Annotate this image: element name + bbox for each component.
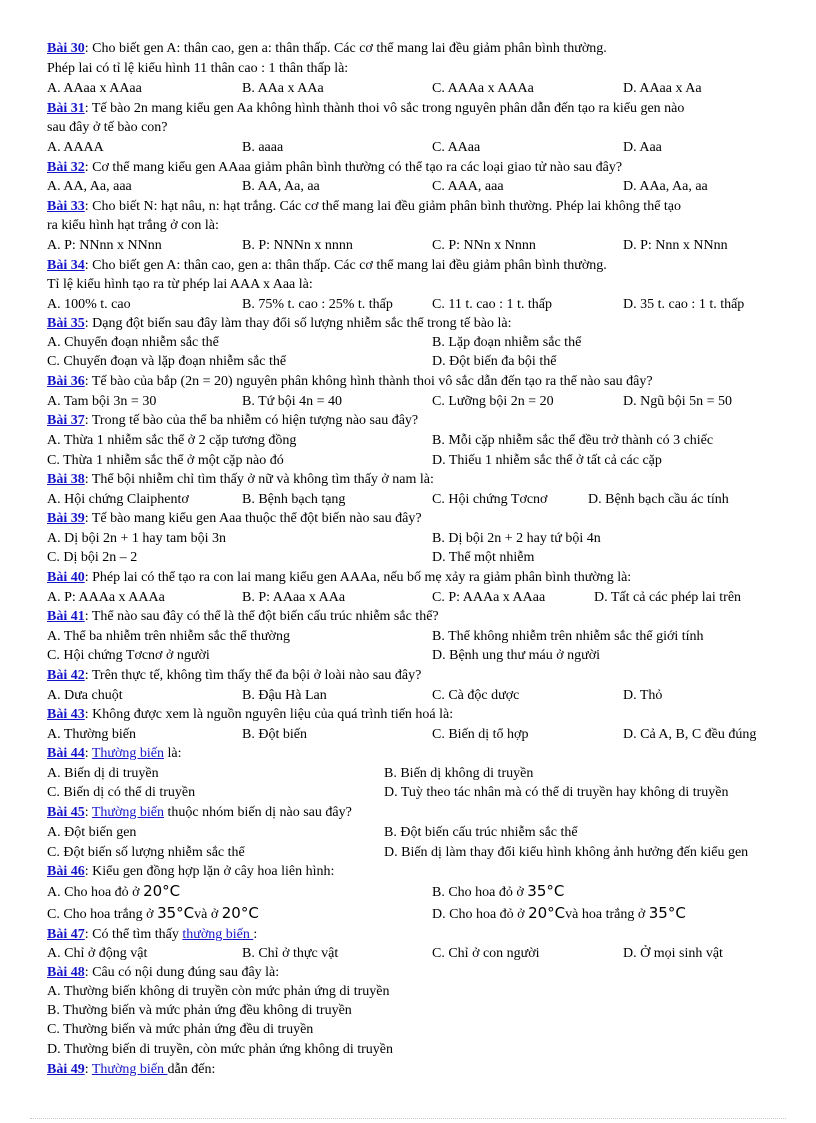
option-b: B. 75% t. cao : 25% t. thấp <box>242 297 393 312</box>
question-label[interactable]: Bài 38 <box>47 472 85 487</box>
option-b: B. Mỗi cặp nhiễm sắc thể đều trở thành có 3 chiếc <box>432 433 714 448</box>
option-b: B. P: NNNn x nnnn <box>242 238 353 253</box>
option-c: C. AAaa <box>432 140 481 155</box>
option-c: C. Cà độc dược <box>432 688 520 703</box>
option-c: C. AAA, aaa <box>432 179 504 194</box>
option-a: A. Biến dị di truyền <box>47 766 159 781</box>
question-31-stem-cont: sau đây ở tế bào con? <box>47 120 168 135</box>
question-label[interactable]: Bài 34 <box>47 258 85 273</box>
question-label[interactable]: Bài 30 <box>47 41 85 56</box>
option-c: C. Thừa 1 nhiễm sắc thể ở một cặp nào đó <box>47 453 284 468</box>
question-49-heading: Bài 49: Thường biến dẫn đến: <box>47 1062 216 1077</box>
question-label[interactable]: Bài 36 <box>47 374 85 389</box>
option-b: B. Cho hoa đỏ ở 35°C <box>432 882 565 900</box>
option-a: A. Tam bội 3n = 30 <box>47 394 157 409</box>
option-b: B. Dị bội 2n + 2 hay tứ bội 4n <box>432 531 601 546</box>
option-a: A. AA, Aa, aaa <box>47 179 132 194</box>
question-36-heading: Bài 36: Tế bào của bắp (2n = 20) nguyên phân không hình thành thoi vô sắc dẫn đến tạo ra thể nào sau đây? <box>47 374 653 389</box>
option-d: D. Biến dị làm thay đổi kiểu hình không ảnh hưởng đến kiểu gen <box>384 845 749 860</box>
question-33-stem-cont: ra kiểu hình hạt trắng ở con là: <box>47 218 219 233</box>
question-43-heading: Bài 43: Không được xem là nguồn nguyên liệu của quá trình tiến hoá là: <box>47 707 454 722</box>
temperature-value: 35°C <box>648 904 686 922</box>
option-a: A. Thường biến <box>47 727 137 742</box>
option-d: D. Thể một nhiễm <box>432 550 535 565</box>
question-31-heading: Bài 31: Tế bào 2n mang kiểu gen Aa không hình thành thoi vô sắc trong nguyên phân dẫn đến tạo ra kiểu gen nào <box>47 101 685 116</box>
option-d: D. Thỏ <box>623 688 663 703</box>
option-b: B. Thể không nhiễm trên nhiễm sắc thể giới tính <box>432 629 704 644</box>
question-label[interactable]: Bài 44 <box>47 746 85 761</box>
option-d: D. Aaa <box>623 140 662 155</box>
option-b: B. aaaa <box>242 140 284 155</box>
question-46-heading: Bài 46: Kiểu gen đồng hợp lặn ở cây hoa liên hình: <box>47 864 335 879</box>
option-d: D. Thường biến di truyền, còn mức phản ứng không di truyền <box>47 1042 394 1057</box>
option-c: C. Lưỡng bội 2n = 20 <box>432 394 554 409</box>
question-47-heading: Bài 47: Có thể tìm thấy thường biến : <box>47 927 258 942</box>
term-link[interactable]: Thường biến <box>91 746 165 761</box>
question-38-heading: Bài 38: Thể bội nhiễm chỉ tìm thấy ở nữ và không tìm thấy ở nam là: <box>47 472 434 487</box>
option-b: B. Lặp đoạn nhiễm sắc thể <box>432 335 582 350</box>
option-d: D. Bệnh bạch cầu ác tính <box>588 492 729 507</box>
question-46-options-row1 <box>47 882 787 904</box>
question-41-heading: Bài 41: Thể nào sau đây có thể là thể đột biến cấu trúc nhiễm sắc thể? <box>47 609 439 624</box>
option-d: D. Cả A, B, C đều đúng <box>623 727 757 742</box>
option-a: A. Cho hoa đỏ ở 20°C <box>47 882 181 900</box>
option-a: A. 100% t. cao <box>47 297 131 312</box>
option-d: D. Ngũ bội 5n = 50 <box>623 394 733 409</box>
option-c: C. Biến dị có thể di truyền <box>47 785 196 800</box>
question-label[interactable]: Bài 41 <box>47 609 85 624</box>
option-a: A. Hội chứng Claiphentơ <box>47 492 189 507</box>
option-a: A. Dị bội 2n + 1 hay tam bội 3n <box>47 531 226 546</box>
option-c: C. Chuyển đoạn và lặp đoạn nhiễm sắc thể <box>47 354 287 369</box>
option-b: B. Đậu Hà Lan <box>242 688 327 703</box>
temperature-value: 20°C <box>221 904 259 922</box>
option-b: B. AAa x AAa <box>242 81 324 96</box>
option-c: C. Hội chứng Tơcnơ <box>432 492 548 507</box>
option-d: D. Bệnh ung thư máu ở người <box>432 648 601 663</box>
question-30-heading: Bài 30: Cho biết gen A: thân cao, gen a: thân thấp. Các cơ thể mang lai đều giảm phân bình thường. <box>47 41 607 56</box>
question-46-options-row2 <box>47 904 787 926</box>
question-label[interactable]: Bài 47 <box>47 927 85 942</box>
option-b: B. P: AAaa x AAa <box>242 590 346 605</box>
temperature-value: 20°C <box>528 904 566 922</box>
option-a: A. Chỉ ở động vật <box>47 946 148 961</box>
question-39-heading: Bài 39: Tế bào mang kiểu gen Aaa thuộc thể đột biến nào sau đây? <box>47 511 422 526</box>
option-c: C. Biến dị tổ hợp <box>432 727 529 742</box>
question-35-heading: Bài 35: Dạng đột biến sau đây làm thay đổi số lượng nhiễm sắc thể trong tế bào là: <box>47 316 512 331</box>
option-c: C. P: NNn x Nnnn <box>432 238 536 253</box>
question-30-stem-cont: Phép lai có tỉ lệ kiểu hình 11 thân cao : 1 thân thấp là: <box>47 61 349 76</box>
question-label[interactable]: Bài 42 <box>47 668 85 683</box>
question-label[interactable]: Bài 32 <box>47 160 85 175</box>
term-link[interactable]: Thường biến <box>91 1062 168 1077</box>
question-label[interactable]: Bài 45 <box>47 805 85 820</box>
term-link[interactable]: thường biến <box>182 927 254 942</box>
option-d: D. P: Nnn x NNnn <box>623 238 728 253</box>
term-link[interactable]: Thường biến <box>91 805 165 820</box>
question-34-stem-cont: Tỉ lệ kiểu hình tạo ra từ phép lai AAA x Aaa là: <box>47 277 313 292</box>
question-33-heading: Bài 33: Cho biết N: hạt nâu, n: hạt trắng. Các cơ thể mang lai đều giảm phân bình thường. Phép lai không thể tạo <box>47 199 682 214</box>
page-bottom-divider <box>30 1118 786 1119</box>
option-b: B. Tứ bội 4n = 40 <box>242 394 343 409</box>
question-label[interactable]: Bài 35 <box>47 316 85 331</box>
temperature-value: 35°C <box>527 882 565 900</box>
option-c: C. Hội chứng Tơcnơ ở người <box>47 648 210 663</box>
question-45-heading: Bài 45: Thường biến thuộc nhóm biến dị nào sau đây? <box>47 805 352 820</box>
option-a: A. Chuyển đoạn nhiễm sắc thể <box>47 335 219 350</box>
option-d: D. Thiếu 1 nhiễm sắc thể ở tất cả các cặp <box>432 453 662 468</box>
option-c: C. Đột biến số lượng nhiễm sắc thể <box>47 845 245 860</box>
question-label[interactable]: Bài 46 <box>47 864 85 879</box>
option-c: C. P: AAAa x AAaa <box>432 590 546 605</box>
option-c: C. 11 t. cao : 1 t. thấp <box>432 297 553 312</box>
question-48-heading: Bài 48: Câu có nội dung đúng sau đây là: <box>47 965 280 980</box>
option-c: C. Thường biến và mức phản ứng đều di truyền <box>47 1022 314 1037</box>
option-b: B. Thường biến và mức phản ứng đều không di truyền <box>47 1003 352 1018</box>
question-label[interactable]: Bài 39 <box>47 511 85 526</box>
option-b: B. AA, Aa, aa <box>242 179 320 194</box>
temperature-value: 35°C <box>157 904 195 922</box>
option-d: D. Cho hoa đỏ ở 20°Cvà hoa trắng ở 35°C <box>432 904 686 922</box>
option-b: B. Bệnh bạch tạng <box>242 492 346 507</box>
question-label[interactable]: Bài 31 <box>47 101 85 116</box>
question-44-heading: Bài 44: Thường biến là: <box>47 746 182 761</box>
question-label[interactable]: Bài 49 <box>47 1062 85 1077</box>
option-a: A. AAAA <box>47 140 104 155</box>
option-a: A. P: AAAa x AAAa <box>47 590 165 605</box>
option-d: D. 35 t. cao : 1 t. thấp <box>623 297 745 312</box>
option-a: A. P: NNnn x NNnn <box>47 238 162 253</box>
temperature-value: 20°C <box>143 882 181 900</box>
question-label[interactable]: Bài 40 <box>47 570 85 585</box>
option-a: A. Dưa chuột <box>47 688 123 703</box>
question-37-heading: Bài 37: Trong tế bào của thể ba nhiễm có hiện tượng nào sau đây? <box>47 413 419 428</box>
question-label[interactable]: Bài 48 <box>47 965 85 980</box>
option-b: B. Biến dị không di truyền <box>384 766 534 781</box>
question-label[interactable]: Bài 37 <box>47 413 85 428</box>
option-a: A. AAaa x AAaa <box>47 81 142 96</box>
option-b: B. Chỉ ở thực vật <box>242 946 339 961</box>
option-d: D. Tuỳ theo tác nhân mà có thể di truyền hay không di truyền <box>384 785 729 800</box>
question-label[interactable]: Bài 33 <box>47 199 85 214</box>
question-40-heading: Bài 40: Phép lai có thể tạo ra con lai mang kiểu gen AAAa, nếu bố mẹ xảy ra giảm phân bình thường là: <box>47 570 632 585</box>
option-b: B. Đột biến cấu trúc nhiễm sắc thể <box>384 825 578 840</box>
option-c: C. Chỉ ở con người <box>432 946 540 961</box>
option-d: D. Ở mọi sinh vật <box>623 946 723 961</box>
question-32-heading: Bài 32: Cơ thể mang kiểu gen AAaa giảm phân bình thường có thể tạo ra các loại giao tử nào sau đây? <box>47 160 623 175</box>
question-42-heading: Bài 42: Trên thực tế, không tìm thấy thể đa bội ở loài nào sau đây? <box>47 668 422 683</box>
option-a: A. Thường biến không di truyền còn mức phản ứng di truyền <box>47 984 390 999</box>
option-d: D. AAa, Aa, aa <box>623 179 708 194</box>
option-d: D. Đột biến đa bội thể <box>432 354 557 369</box>
option-a: A. Thể ba nhiễm trên nhiễm sắc thể thường <box>47 629 290 644</box>
option-c: C. AAAa x AAAa <box>432 81 534 96</box>
question-34-heading: Bài 34: Cho biết gen A: thân cao, gen a: thân thấp. Các cơ thể mang lai đều giảm phân bình thường. <box>47 258 607 273</box>
option-a: A. Thừa 1 nhiễm sắc thể ở 2 cặp tương đồng <box>47 433 297 448</box>
option-a: A. Đột biến gen <box>47 825 137 840</box>
question-label[interactable]: Bài 43 <box>47 707 85 722</box>
option-c: C. Cho hoa trắng ở 35°Cvà ở 20°C <box>47 904 259 922</box>
option-d: D. Tất cả các phép lai trên <box>594 590 742 605</box>
option-b: B. Đột biến <box>242 727 307 742</box>
option-d: D. AAaa x Aa <box>623 81 702 96</box>
option-c: C. Dị bội 2n – 2 <box>47 550 138 565</box>
